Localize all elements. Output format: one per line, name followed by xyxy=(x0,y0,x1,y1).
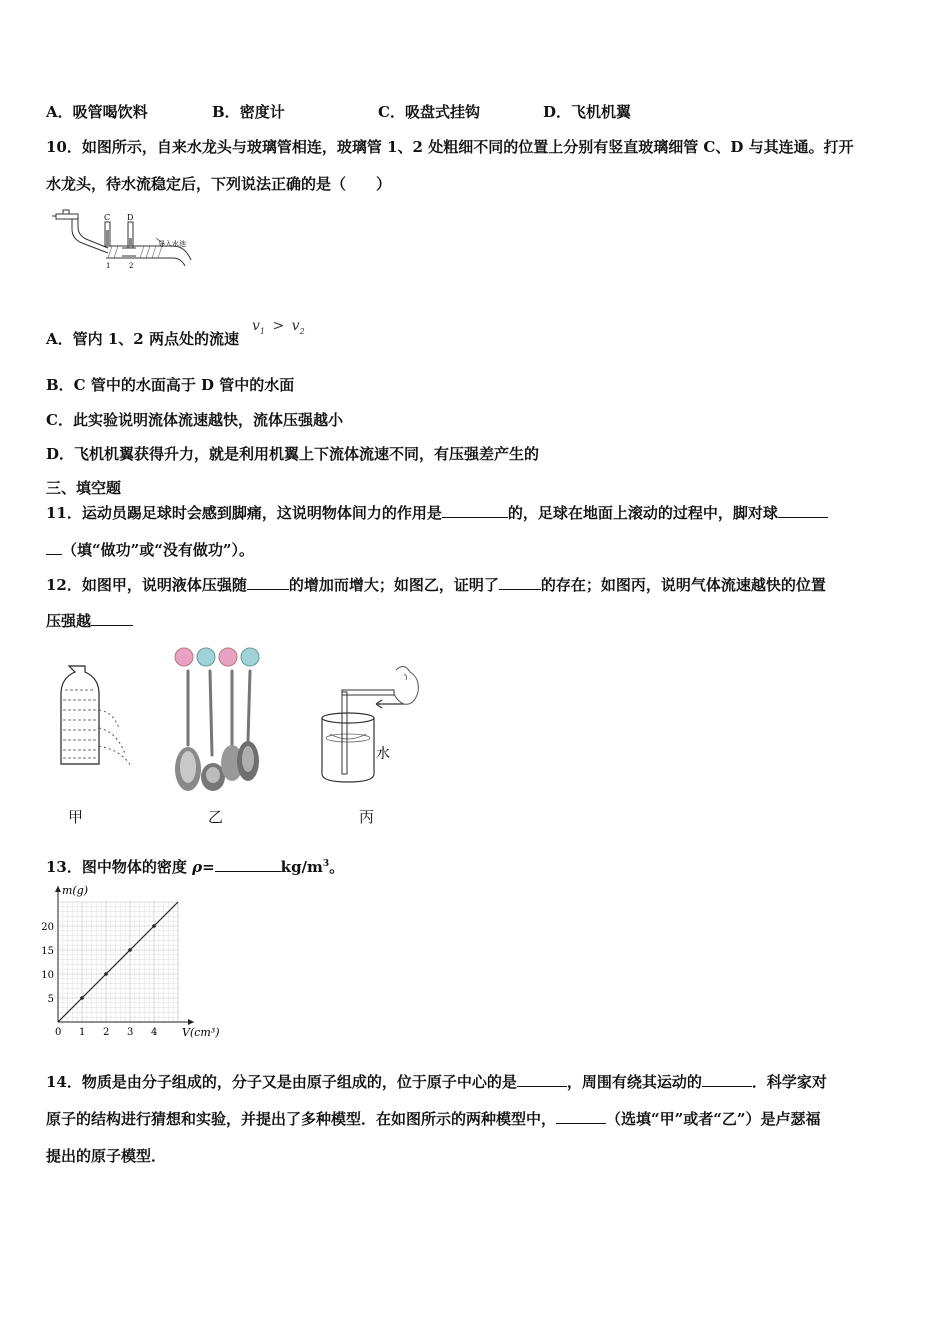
q11-line2: （填“做功”或“没有做功”）。 xyxy=(46,540,254,560)
q12-blank-1[interactable] xyxy=(247,575,289,590)
q10-velocity-formula: $v_1 > v_2$ xyxy=(252,318,305,336)
chart-data-point xyxy=(152,924,156,928)
q12-figure-jia-bottle xyxy=(55,660,140,770)
chart-y-tick-label: 20 xyxy=(41,922,54,933)
q10-option-b: B．C 管中的水面高于 D 管中的水面 xyxy=(46,376,295,394)
q14-line2: 原子的结构进行猜想和实验，并提出了多种模型．在如图所示的两种模型中， （选填“甲”或者“乙”）是卢瑟福 xyxy=(46,1110,821,1128)
q12-line1: 12．如图甲，说明液体压强随 的增加而增大；如图乙，证明了 的存在；如图丙，说明气体流速越快的位置 xyxy=(46,576,826,594)
chart-series-line xyxy=(58,902,178,1022)
q10-faucet-pipe-figure xyxy=(48,208,193,270)
q12-caption-yi: 乙 xyxy=(208,808,224,826)
q9-option-a: A．吸管喝饮料 xyxy=(46,103,148,121)
chart-x-tick-label: 2 xyxy=(103,1027,110,1038)
chart-data-point xyxy=(128,948,132,952)
chart-x-tick-label: 0 xyxy=(55,1027,62,1038)
q13-stem: 13．图中物体的密度 $\rho= kg/m^3$。 xyxy=(46,858,345,876)
q10-option-d: D．飞机机翼获得升力，就是利用机翼上下流体流速不同，有压强差产生的 xyxy=(46,445,540,463)
q14-line3: 提出的原子模型． xyxy=(46,1147,167,1165)
q10-label-c: C xyxy=(104,213,111,222)
section-title: 三、填空题 xyxy=(46,479,122,497)
q14-blank-2[interactable] xyxy=(702,1072,752,1087)
q10-label-2: 2 xyxy=(129,262,134,270)
q10-stem-line2: 水龙头，待水流稳定后，下列说法正确的是（ ） xyxy=(46,175,392,193)
chart-x-axis-label: V(cm³) xyxy=(182,1026,220,1039)
q11-line1: 11．运动员踢足球时会感到脚痛，这说明物体间力的作用是 的，足球在地面上滚动的过程中，脚对球 xyxy=(46,503,828,523)
q12-line2: 压强越 xyxy=(46,611,133,631)
q10-label-d: D xyxy=(127,213,134,222)
q12-caption-jia: 甲 xyxy=(68,808,84,826)
q14-blank-3[interactable] xyxy=(556,1109,606,1124)
chart-y-tick-label: 10 xyxy=(41,970,54,981)
q14-blank-1[interactable] xyxy=(517,1072,567,1087)
q13-mass-volume-chart xyxy=(40,880,230,1042)
chart-x-tick-label: 1 xyxy=(79,1027,86,1038)
q12-caption-bing: 丙 xyxy=(359,808,375,826)
chart-data-point xyxy=(80,996,84,1000)
q9-option-c: C．吸盘式挂钩 xyxy=(378,103,480,121)
q10-stem-line1: 10．如图所示，自来水龙头与玻璃管相连，玻璃管 1、2 处粗细不同的位置上分别有竖直玻璃细管 C、D 与其连通。打开 xyxy=(46,138,854,156)
chart-x-tick-label: 4 xyxy=(151,1027,158,1038)
q12-figure-bing-straw-cup xyxy=(316,660,426,784)
q10-option-a: A．管内 1、2 两点处的流速 xyxy=(46,330,239,348)
chart-data-point xyxy=(104,972,108,976)
q12-water-label: 水 xyxy=(376,746,390,762)
q9-option-b: B．密度计 xyxy=(212,103,285,121)
q13-blank[interactable] xyxy=(215,857,281,872)
q10-option-c: C．此实验说明流体流速越快，流体压强越小 xyxy=(46,411,343,429)
q10-label-drain: 导入水池 xyxy=(158,240,186,248)
chart-x-axis-arrow xyxy=(188,1019,194,1025)
chart-y-tick-label: 15 xyxy=(41,946,54,957)
q12-blank-3[interactable] xyxy=(91,611,133,626)
q12-figure-yi-suction-hooks xyxy=(170,645,270,797)
q12-blank-2[interactable] xyxy=(499,575,541,590)
q14-line1: 14．物质是由分子组成的，分子又是由原子组成的，位于原子中心的是 ，周围有绕其运动的 ．科学家对 xyxy=(46,1073,827,1091)
q11-blank-2a[interactable] xyxy=(778,503,828,518)
chart-y-axis-label: m(g) xyxy=(62,884,89,897)
chart-y-tick-label: 5 xyxy=(47,994,54,1005)
q9-option-d: D．飞机机翼 xyxy=(543,103,632,121)
q10-label-1: 1 xyxy=(106,262,111,270)
chart-y-axis-arrow xyxy=(55,886,61,892)
q11-blank-1[interactable] xyxy=(442,503,508,518)
chart-x-tick-label: 3 xyxy=(127,1027,134,1038)
q11-blank-2b[interactable] xyxy=(46,540,62,555)
